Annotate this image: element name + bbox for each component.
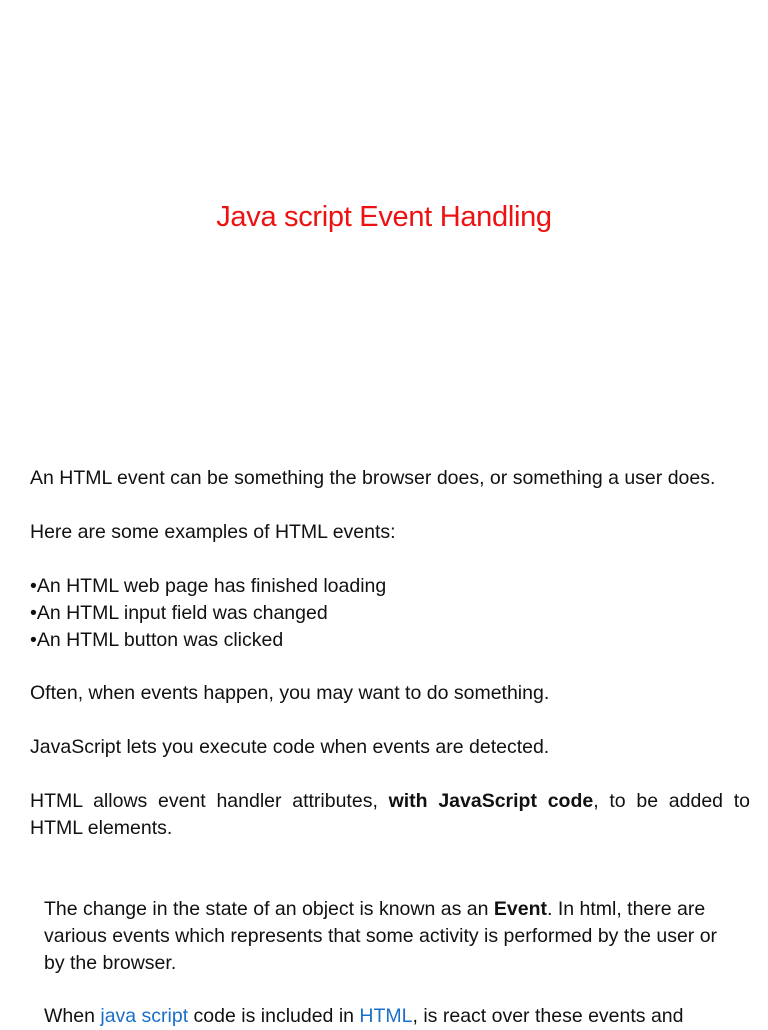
when-text-after: , is react over these events and bbox=[412, 1005, 684, 1027]
html-link[interactable]: HTML bbox=[359, 1005, 413, 1027]
list-item: •An HTML button was clicked bbox=[30, 629, 284, 651]
list-item: •An HTML web page has finished loading bbox=[30, 575, 387, 597]
allows-paragraph bbox=[30, 788, 750, 842]
examples-heading: Here are some examples of HTML events: bbox=[30, 521, 396, 543]
java-script-link[interactable]: java script bbox=[100, 1005, 189, 1027]
list-item: •An HTML input field was changed bbox=[30, 602, 328, 624]
allows-text-before: HTML allows event handler attributes, bbox=[30, 790, 389, 812]
often-paragraph: Often, when events happen, you may want to do something. bbox=[30, 682, 550, 704]
js-lets-paragraph: JavaScript lets you execute code when events are detected. bbox=[30, 736, 550, 758]
change-paragraph bbox=[44, 896, 736, 977]
when-text-middle: code is included in bbox=[188, 1005, 360, 1027]
when-text-before: When bbox=[44, 1005, 101, 1027]
page-title: Java script Event Handling bbox=[216, 201, 552, 233]
allows-text-after: , to be added to HTML elements. bbox=[30, 790, 751, 839]
allows-text-bold: with JavaScript code bbox=[388, 790, 594, 812]
intro-paragraph: An HTML event can be something the browser does, or something a user does. bbox=[30, 467, 716, 489]
when-paragraph bbox=[44, 1003, 736, 1030]
change-text-after: . In html, there are various events which represents that some activity is performed by the user or by the browser. bbox=[44, 898, 718, 974]
change-text-bold: Event bbox=[493, 898, 547, 920]
examples-list bbox=[30, 573, 750, 654]
change-text-before: The change in the state of an object is known as an bbox=[44, 898, 494, 920]
